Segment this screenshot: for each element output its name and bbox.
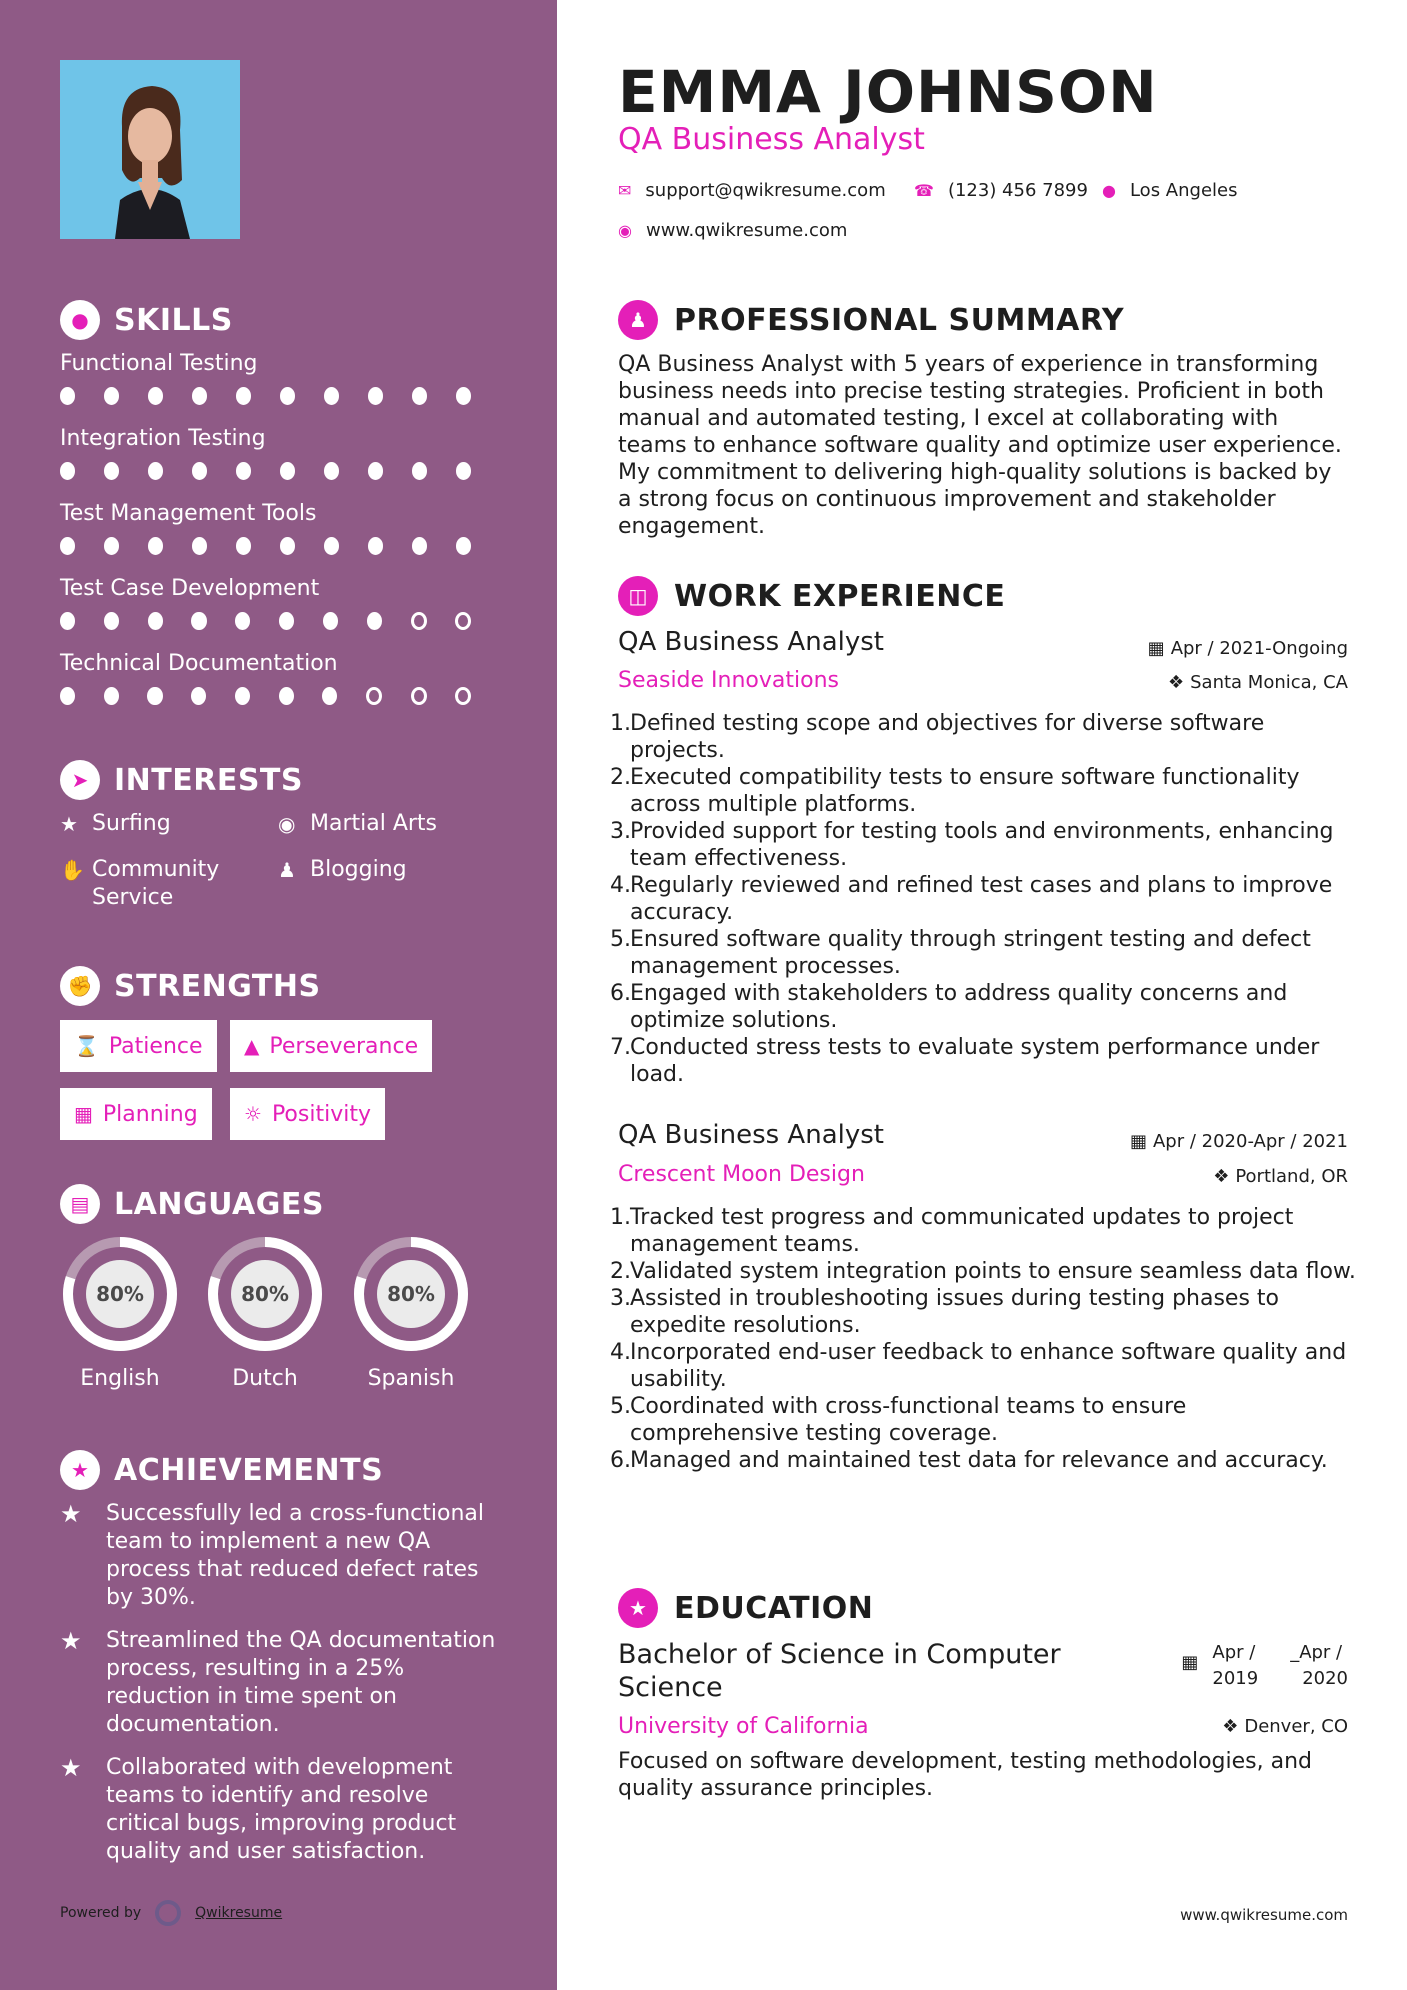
hand-icon: ✋: [60, 858, 85, 882]
rating-dot-filled: [148, 462, 163, 480]
interest-item: ♟ Blogging: [278, 857, 407, 882]
duty-item: 6. Engaged with stakeholders to address quality concerns and optimize solutions.: [610, 981, 1288, 1033]
rating-dot-filled: [236, 462, 251, 480]
rating-dot-filled: [367, 612, 382, 630]
rating-dot-filled: [192, 387, 207, 405]
experience-heading: [618, 576, 1005, 616]
achievement-item: ★ Successfully led a cross-functional team to implement a new QA process that reduced defect rates by 30%.: [60, 1500, 485, 1610]
skill-item: [60, 651, 500, 705]
duty-item: 2. Validated system integration points to ensure seamless data flow.: [610, 1259, 1356, 1284]
rating-dot-filled: [104, 387, 119, 405]
summary-text: QA Business Analyst with 5 years of experience in transforming business needs into precise testing strategies. Proficient in both manual and automated testing, I excel at collaborating with teams to enhance software quality and optimize user experience. My commitment to delivering high-quality solutions is backed by a strong focus on continuous improvement and stakeholder engagement.: [618, 352, 1342, 539]
duty-item: 4. Regularly reviewed and refined test cases and plans to improve accuracy.: [610, 873, 1333, 925]
hourglass-icon: ⌛: [74, 1034, 99, 1058]
duty-item: 1. Tracked test progress and communicated updates to project management teams.: [610, 1205, 1294, 1257]
education-heading: [618, 1588, 873, 1628]
language-name: English: [80, 1366, 160, 1391]
rating-dot-empty: [455, 687, 471, 705]
education-school: University of California: [618, 1714, 869, 1739]
rating-dot-filled: [104, 687, 119, 705]
badge-icon: ★: [60, 1450, 100, 1490]
rating-dot-filled: [236, 387, 251, 405]
globe-icon: ◉: [278, 812, 296, 836]
skill-rating: [60, 537, 500, 555]
rating-dot-filled: [280, 537, 295, 555]
rating-dot-filled: [235, 612, 250, 630]
language-name: Spanish: [367, 1366, 455, 1391]
interests-heading: [60, 760, 303, 800]
job-company: Seaside Innovations: [618, 668, 839, 693]
paper-plane-icon: ➤: [60, 760, 100, 800]
contact-website[interactable]: ◉ www.qwikresume.com: [618, 220, 848, 241]
rating-dot-filled: [456, 387, 471, 405]
lightbulb-icon: ●: [60, 300, 100, 340]
fist-icon: ✊: [60, 966, 100, 1006]
language-percent: 80%: [241, 1282, 289, 1306]
contact-email[interactable]: ✉ support@qwikresume.com: [618, 180, 886, 201]
skill-rating: [60, 387, 500, 405]
achievement-item: ★ Collaborated with development teams to identify and resolve critical bugs, improving product quality and user satisfaction.: [60, 1754, 457, 1864]
rating-dot-filled: [60, 462, 75, 480]
language-percent: 80%: [96, 1282, 144, 1306]
strengths-heading: [60, 966, 321, 1006]
job-duties: [610, 710, 1358, 1088]
calendar-icon: ▦: [1129, 1131, 1147, 1152]
skills-heading: [60, 300, 233, 340]
rating-dot-empty: [411, 687, 427, 705]
rating-dot-filled: [368, 462, 383, 480]
profile-photo: [60, 60, 240, 239]
language-ring: [60, 1234, 180, 1354]
skill-item: [60, 501, 500, 555]
education-start: Apr / 2019: [1212, 1642, 1259, 1689]
rating-dot-filled: [412, 462, 427, 480]
rating-dot-filled: [60, 612, 75, 630]
skills-title: SKILLS: [114, 302, 233, 338]
skill-rating: [60, 462, 500, 480]
candidate-name: EMMA JOHNSON: [618, 58, 1158, 126]
footer-website[interactable]: www.qwikresume.com: [1180, 1906, 1348, 1924]
rating-dot-filled: [192, 537, 207, 555]
skill-item: [60, 351, 500, 405]
rating-dot-filled: [104, 462, 119, 480]
rating-dot-filled: [104, 537, 119, 555]
calendar-icon: ▦: [74, 1102, 93, 1126]
skill-name: Functional Testing: [60, 351, 258, 376]
job-dates: ▦ Apr / 2021-Ongoing: [1147, 638, 1348, 659]
rating-dot-filled: [148, 537, 163, 555]
rating-dot-empty: [366, 687, 382, 705]
duty-item: 2. Executed compatibility tests to ensure software functionality across multiple platforms.: [610, 765, 1300, 817]
language-percent: 80%: [387, 1282, 435, 1306]
strength-tag: ▦ Planning: [60, 1088, 212, 1140]
education-title: EDUCATION: [674, 1590, 874, 1626]
sidebar: [0, 0, 557, 1990]
rating-dot-filled: [236, 537, 251, 555]
star-hand-icon: ★: [60, 1627, 82, 1655]
pin-icon: ❖: [1167, 672, 1185, 693]
duty-item: 7. Conducted stress tests to evaluate system performance under load.: [610, 1035, 1320, 1087]
skill-rating: [60, 687, 500, 705]
languages-title: LANGUAGES: [114, 1186, 324, 1222]
strengths-title: STRENGTHS: [114, 968, 321, 1004]
rating-dot-filled: [60, 537, 75, 555]
rating-dot-filled: [280, 387, 295, 405]
duty-item: 1. Defined testing scope and objectives for diverse software projects.: [610, 711, 1265, 763]
strength-tag: ⌛ Patience: [60, 1020, 217, 1072]
rating-dot-filled: [148, 387, 163, 405]
phone-icon: ☎: [914, 181, 934, 200]
contact-phone[interactable]: ☎ (123) 456 7899: [914, 180, 1088, 201]
skill-item: [60, 576, 500, 630]
rating-dot-filled: [192, 462, 207, 480]
rating-dot-empty: [411, 612, 427, 630]
pin-icon: ❖: [1213, 1166, 1230, 1187]
rating-dot-filled: [280, 462, 295, 480]
achievements-heading: [60, 1450, 383, 1490]
duty-item: 3. Assisted in troubleshooting issues during testing phases to expedite resolutions.: [610, 1286, 1280, 1338]
candidate-title: QA Business Analyst: [618, 122, 925, 157]
rating-dot-filled: [147, 687, 162, 705]
powered-by: Powered by Qwikresume: [60, 1900, 282, 1926]
duty-item: 4. Incorporated end-user feedback to enhance software quality and usability.: [610, 1340, 1347, 1392]
sun-icon: ☼: [244, 1102, 262, 1126]
skill-rating: [60, 612, 500, 630]
rating-dot-filled: [279, 687, 294, 705]
language-item: [351, 1234, 471, 1391]
language-icon: ▤: [60, 1184, 100, 1224]
interest-item: ✋ Community Service: [60, 857, 220, 910]
summary-heading: [618, 300, 1124, 340]
job-location: ❖ Portland, OR: [1213, 1166, 1348, 1187]
job-title: QA Business Analyst: [618, 627, 884, 657]
skill-name: Test Case Development: [60, 576, 320, 601]
languages-heading: [60, 1184, 324, 1224]
education-dates: [1181, 1640, 1348, 1692]
summary-title: PROFESSIONAL SUMMARY: [674, 302, 1125, 338]
education-degree: Bachelor of Science in Computer Science: [618, 1639, 1061, 1703]
skill-name: Test Management Tools: [60, 501, 317, 526]
education-description: Focused on software development, testing methodologies, and quality assurance principles.: [618, 1749, 1313, 1801]
rating-dot-filled: [104, 612, 119, 630]
language-name: Dutch: [232, 1366, 298, 1391]
user-icon: ♟: [618, 300, 658, 340]
skill-name: Integration Testing: [60, 426, 266, 451]
rating-dot-filled: [60, 687, 75, 705]
job-company: Crescent Moon Design: [618, 1162, 865, 1187]
duty-item: 5. Coordinated with cross-functional teams to ensure comprehensive testing coverage.: [610, 1394, 1187, 1446]
language-item: [205, 1234, 325, 1391]
achievements-title: ACHIEVEMENTS: [114, 1452, 384, 1488]
contact-location: ● Los Angeles: [1102, 180, 1238, 201]
strength-tag: ☼ Positivity: [230, 1088, 385, 1140]
rating-dot-filled: [324, 537, 339, 555]
job-dates: ▦ Apr / 2020-Apr / 2021: [1129, 1131, 1348, 1152]
envelope-icon: ✉: [618, 181, 632, 200]
skill-item: [60, 426, 500, 480]
map-pin-icon: ●: [1102, 181, 1116, 200]
road-icon: ▲: [244, 1034, 260, 1058]
rating-dot-filled: [148, 612, 163, 630]
interest-item: ★ Surfing: [60, 811, 171, 836]
brand-link[interactable]: Qwikresume: [195, 1905, 283, 1921]
calendar-icon: ▦: [1181, 1652, 1199, 1673]
rating-dot-filled: [412, 537, 427, 555]
duty-item: 5. Ensured software quality through stringent testing and defect management processes.: [610, 927, 1311, 979]
rating-dot-filled: [191, 687, 206, 705]
globe-icon: ◉: [618, 221, 632, 240]
experience-title: WORK EXPERIENCE: [674, 578, 1006, 614]
rating-dot-filled: [279, 612, 294, 630]
rating-dot-filled: [324, 462, 339, 480]
qwikresume-logo-icon: [155, 1900, 181, 1926]
interest-item: ◉ Martial Arts: [278, 811, 438, 836]
achievement-item: ★ Streamlined the QA documentation process, resulting in a 25% reduction in time spent on documentation.: [60, 1627, 496, 1737]
rating-dot-filled: [323, 612, 338, 630]
users-icon: ♟: [278, 858, 296, 882]
duty-item: 3. Provided support for testing tools and environments, enhancing team effectiveness.: [610, 819, 1334, 871]
language-ring: [351, 1234, 471, 1354]
rating-dot-filled: [368, 537, 383, 555]
rating-dot-filled: [235, 687, 250, 705]
office-chair-icon: ◫: [618, 576, 658, 616]
rating-dot-filled: [324, 387, 339, 405]
interests-title: INTERESTS: [114, 762, 303, 798]
graduate-icon: ★: [618, 1588, 658, 1628]
pin-icon: ❖: [1222, 1716, 1239, 1737]
rating-dot-filled: [368, 387, 383, 405]
duty-item: 6. Managed and maintained test data for relevance and accuracy.: [610, 1448, 1328, 1473]
rating-dot-filled: [191, 612, 206, 630]
strength-tag: ▲ Perseverance: [230, 1020, 432, 1072]
rating-dot-filled: [456, 462, 471, 480]
rating-dot-empty: [455, 612, 471, 630]
education-location: ❖ Denver, CO: [1222, 1716, 1348, 1737]
job-title: QA Business Analyst: [618, 1120, 884, 1150]
education-end: _Apr / 2020: [1290, 1642, 1348, 1689]
language-ring: [205, 1234, 325, 1354]
calendar-icon: ▦: [1147, 638, 1165, 659]
skill-name: Technical Documentation: [60, 651, 338, 676]
job-location: ❖ Santa Monica, CA: [1167, 672, 1348, 693]
star-icon: ★: [60, 812, 78, 836]
rating-dot-filled: [60, 387, 75, 405]
star-hand-icon: ★: [60, 1500, 82, 1528]
rating-dot-filled: [412, 387, 427, 405]
star-hand-icon: ★: [60, 1754, 82, 1782]
rating-dot-filled: [322, 687, 337, 705]
language-item: [60, 1234, 180, 1391]
rating-dot-filled: [456, 537, 471, 555]
job-duties: [610, 1204, 1358, 1474]
